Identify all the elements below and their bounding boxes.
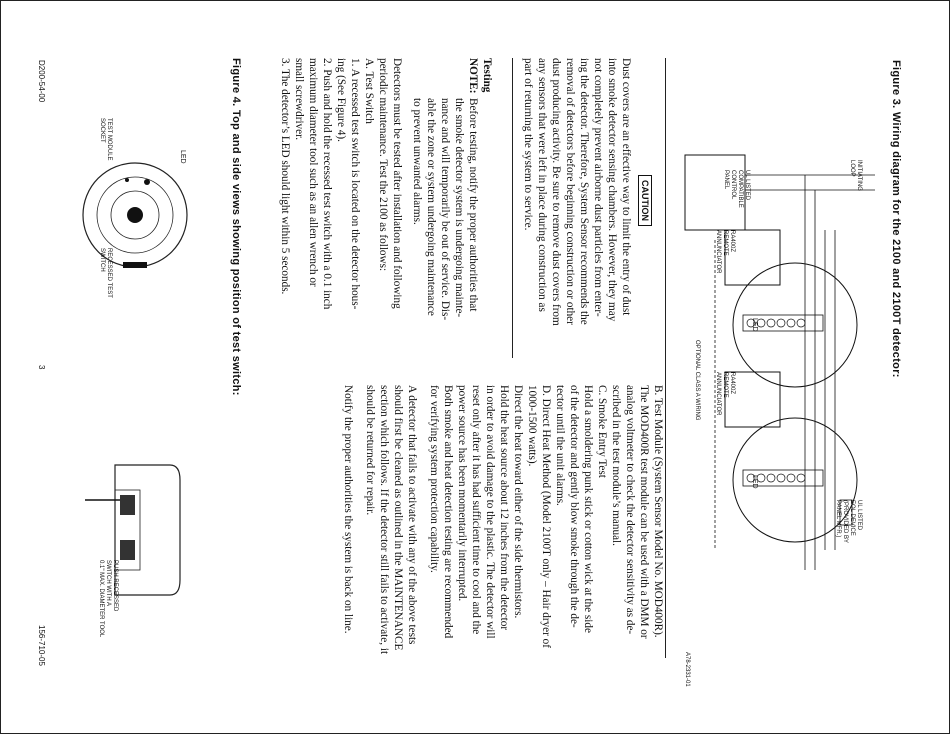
caution-line-3: not completely prevent airborne dust particles from enter- [592, 58, 604, 317]
c-line-3: of the detector and gently blow smoke through the de- [568, 385, 580, 628]
d-line-5: in order to avoid damage to the plastic. The detector will [484, 385, 496, 639]
fig4-socket-label: TEST MODULE SOCKET [99, 118, 112, 161]
annunciator-2-label: RA400Z REMOTE ANNUNCIATOR [715, 372, 735, 416]
caution-line-1: Dust covers are an effective way to limit the entry of dust [620, 58, 632, 316]
note-line-3: nance and will temporarily be out of service. Dis- [439, 98, 451, 321]
footer-left: D200-54-00 [37, 60, 46, 103]
c-line-4: tector until the unit alarms. [554, 385, 566, 506]
caution-line-2: into smoke detector sensing chambers. However, they may [606, 58, 618, 322]
figure3-caption: Figure 3. Wiring diagram for the 2100 and 2100T detector: [890, 60, 902, 378]
intro-line-1: Detectors must be tested after installation and following [391, 58, 403, 309]
caution-line-6: dust producing activity. Be sure to remove dust covers from [550, 58, 562, 326]
failure-line-1: A detector that fails to activate with any of the above tests [406, 385, 418, 645]
figure4-caption: Figure 4. Top and side views showing position of test switch: [230, 58, 242, 396]
d-line-6: reset only after it has had sufficient time to cool and the [470, 385, 482, 635]
detector-side-view [75, 460, 185, 600]
detector-top-view [75, 150, 195, 280]
d-line-2: 1000-1500 watts). [526, 385, 538, 467]
b-line-1: B. Test Module (System Sensor Model No. MOD400R). [652, 385, 664, 638]
caution-line-5: removal of detectors before beginning construction or other [564, 58, 576, 325]
note-line-1: Before testing, notify the proper authorities that [467, 98, 479, 312]
note-line-2: the smoke detector system is undergoing mainte- [453, 98, 465, 318]
step-line-3: 2. Push and hold the recessed test switch with a 0.1 inch [321, 58, 333, 310]
caution-line-4: ing the detector. Therefore, System Sensor recommends the [578, 58, 590, 325]
d-line-1: D. Direct Heat Method (Model 2100T only – Hair dryer of [540, 385, 552, 648]
failure-line-4: should be returned for repair. [364, 385, 376, 516]
optional-wiring-label: OPTIONAL CLASS A WIRING [694, 340, 700, 421]
fig4-led-label: LED [179, 150, 186, 164]
caution-box [637, 175, 655, 226]
testing-heading: Testing [481, 58, 493, 93]
d-line-9: for verifying system protection capability. [428, 385, 440, 573]
step-line-6: 3. The detector’s LED should light within 5 seconds. [279, 58, 291, 295]
note-line-5: to prevent unwanted alarms. [411, 98, 423, 225]
caution-line-8: part of returning the system to service. [522, 58, 534, 231]
led-label-1: LED [751, 318, 758, 332]
rule-right [665, 58, 666, 658]
caution-line-7: any sensors that were left in place during construction as [536, 58, 548, 312]
eol-label: UL LISTED EOL DEVICE (PROVIDED BY PANEL MFR.) [835, 500, 862, 544]
b-line-3: analog voltmeter to check the detector sensitivity as de- [624, 385, 636, 635]
testing-section [278, 58, 494, 320]
footer-page-number: 3 [37, 365, 46, 370]
step-line-2: ing (See Figure 4). [335, 58, 347, 142]
b-line-4: scribed in the test module’s manual. [610, 385, 622, 546]
intro-line-2: periodic maintenance. Test the 2100 as follows: [377, 58, 389, 272]
d-line-7: power source has been momentarily interrupted. [456, 385, 468, 602]
step-line-1: 1. A recessed test switch is located on the detector hous- [349, 58, 361, 310]
rule-caution-bottom [512, 58, 513, 358]
step-line-5: small screwdriver. [293, 58, 305, 141]
test-switch-heading: A. Test Switch [363, 58, 375, 124]
d-line-8: Both smoke and heat detection testing are recommended [442, 385, 454, 639]
note-label: NOTE: [467, 58, 479, 94]
failure-line-2: should first be cleaned as outlined in the MAINTENANCE [392, 385, 404, 651]
failure-line-3: section which follows. If the detector still fails to activate, it [378, 385, 390, 655]
caution-text [521, 58, 633, 326]
led-label-2: LED [751, 475, 758, 489]
d-line-3: Direct the heat toward either of the side thermistors. [512, 385, 524, 619]
right-column [341, 385, 665, 654]
control-panel-label: UL LISTED COMPATIBLE CONTROL PANEL [723, 170, 750, 208]
initiating-loop-label: INITIATING LOOP [849, 160, 862, 191]
step-line-4: maximum diameter tool such as an allen wrench or [307, 58, 319, 287]
footer-right: 156-710-05 [37, 625, 46, 666]
fig4-push-label: PUSH RECESSED SWITCH WITH A 0.1" MAX. DIAMETER TOOL [98, 560, 118, 638]
c-line-2: Hold a smoldering punk stick or cotton wick at the side [582, 385, 594, 633]
c-line-1: C. Smoke Entry Test [596, 385, 608, 478]
note-line-4: able the zone or system undergoing maintenance [425, 98, 437, 316]
figure3-code: A78-2331-01 [684, 652, 690, 687]
notify-line: Notify the proper authorities the system is back on line. [342, 385, 354, 634]
b-line-2: The MOD400R test module can be used with a DMM or [638, 385, 650, 639]
annunciator-1-label: RA400Z REMOTE ANNUNCIATOR [715, 230, 735, 274]
caution-label: CAUTION [638, 175, 652, 226]
d-line-4: Hold the heat source about 12 inches from the detector [498, 385, 510, 631]
fig4-switch-label: RECESSED TEST SWITCH [99, 248, 112, 298]
